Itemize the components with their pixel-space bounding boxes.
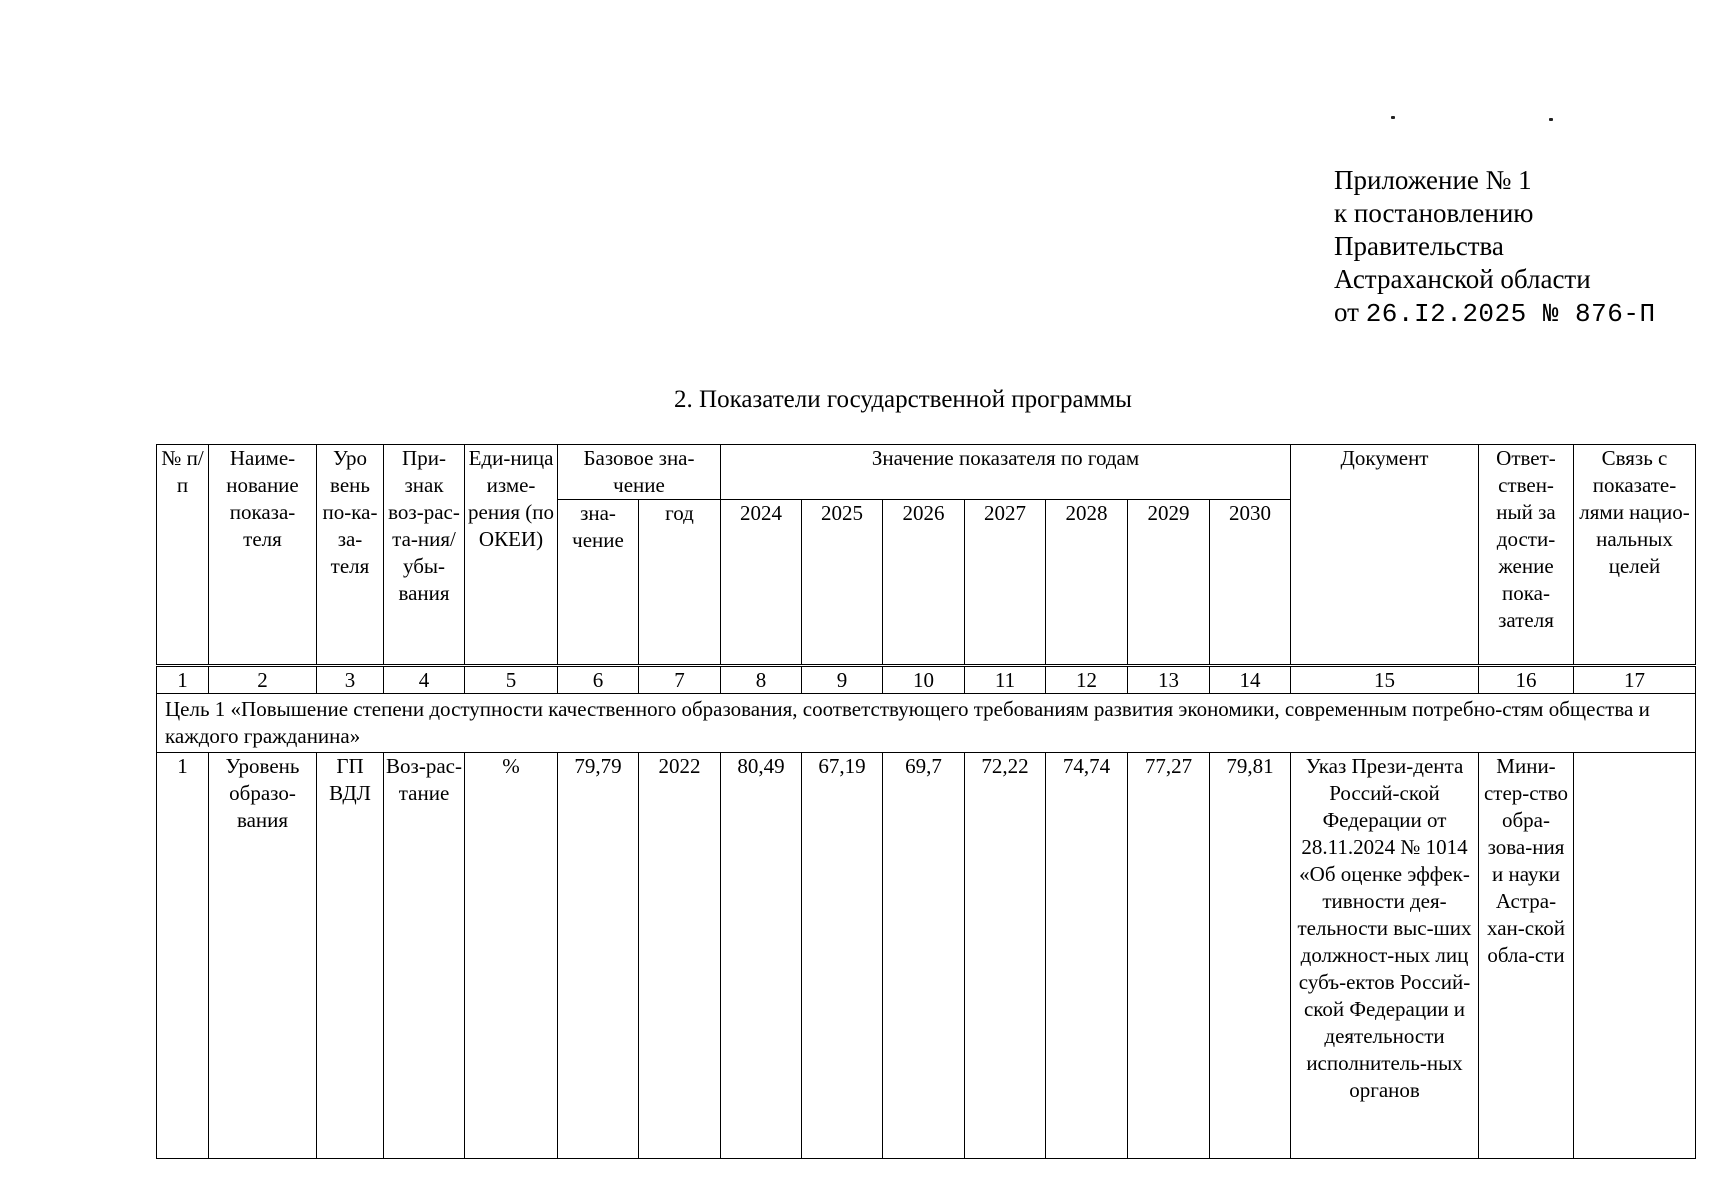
header-year: 2025: [802, 500, 883, 666]
column-number: 2: [209, 666, 317, 694]
header-year: 2029: [1128, 500, 1210, 666]
column-number: 16: [1479, 666, 1574, 694]
column-number: 15: [1291, 666, 1479, 694]
header-num: № п/п: [157, 445, 209, 666]
row-value: 69,7: [883, 753, 965, 1159]
appendix-line-1: Приложение № 1: [1334, 165, 1532, 195]
column-number: 6: [558, 666, 639, 694]
column-number: 7: [639, 666, 721, 694]
column-number: 17: [1574, 666, 1696, 694]
appendix-date-prefix: от: [1334, 297, 1366, 327]
row-unit: %: [465, 753, 558, 1159]
appendix-line-2: к постановлению: [1334, 198, 1534, 228]
column-number-row: [157, 666, 1696, 694]
header-link: Связь с показате-лями нацио-нальных целей: [1574, 445, 1696, 666]
column-number: 5: [465, 666, 558, 694]
header-year: 2024: [721, 500, 802, 666]
header-years-group: Значение показателя по годам: [721, 445, 1291, 500]
table-row: [157, 753, 1696, 1159]
header-unit: Еди-ница изме-рения (по ОКЕИ): [465, 445, 558, 666]
row-document: Указ Прези-дента Россий-ской Федерации от 28.11.2024 № 1014 «Об оценке эффек-тивности дея-тельности выс-ших должност-ных лиц субъ-ектов Россий-ской Федерации и деятельности исполнитель-ных органов: [1291, 753, 1479, 1159]
header-base-year: год: [639, 500, 721, 666]
indicators-table: [156, 444, 1696, 1159]
row-level: ГП ВДЛ: [317, 753, 384, 1159]
header-sign: При-знак воз-рас-та-ния/ убы-вания: [384, 445, 465, 666]
row-base-value: 79,79: [558, 753, 639, 1159]
column-number: 3: [317, 666, 384, 694]
row-value: 67,19: [802, 753, 883, 1159]
header-responsible: Ответ-ствен-ный за дости-жение пока-зателя: [1479, 445, 1574, 666]
column-number: 4: [384, 666, 465, 694]
row-num: 1: [157, 753, 209, 1159]
header-year: 2027: [965, 500, 1046, 666]
header-base: Базовое зна-чение: [558, 445, 721, 500]
row-sign: Воз-рас-тание: [384, 753, 465, 1159]
header-level: Уро вень по-ка-за-теля: [317, 445, 384, 666]
column-number: 11: [965, 666, 1046, 694]
header-base-value: зна-чение: [558, 500, 639, 666]
header-year: 2030: [1210, 500, 1291, 666]
row-link: [1574, 753, 1696, 1159]
appendix-line-4: Астраханской области: [1334, 264, 1591, 294]
header-row-1: [157, 445, 1696, 500]
appendix-line-5: [1334, 296, 1656, 331]
column-number: 9: [802, 666, 883, 694]
section-title: 2. Показатели государственной программы: [674, 386, 1132, 413]
column-number: 1: [157, 666, 209, 694]
goal-text: Цель 1 «Повышение степени доступности качественного образования, соответствующего требованиям развития экономики, современным потребно-стям общества и каждого гражданина»: [157, 694, 1696, 753]
column-number: 12: [1046, 666, 1128, 694]
row-base-year: 2022: [639, 753, 721, 1159]
row-value: 77,27: [1128, 753, 1210, 1159]
row-value: 79,81: [1210, 753, 1291, 1159]
goal-row: [157, 694, 1696, 753]
header-document: Документ: [1291, 445, 1479, 666]
scan-mark: [1391, 116, 1395, 119]
appendix-line-3: Правительства: [1334, 231, 1504, 261]
row-value: 80,49: [721, 753, 802, 1159]
header-year: 2026: [883, 500, 965, 666]
appendix-block: [1334, 164, 1656, 331]
column-number: 10: [883, 666, 965, 694]
column-number: 8: [721, 666, 802, 694]
column-number: 13: [1128, 666, 1210, 694]
header-year: 2028: [1046, 500, 1128, 666]
row-indicator-name: Уровень образо-вания: [209, 753, 317, 1159]
appendix-date-number: 26.I2.2025 № 876-П: [1365, 299, 1656, 329]
scan-mark: [1549, 118, 1553, 121]
row-value: 72,22: [965, 753, 1046, 1159]
header-name: Наиме-нование показа-теля: [209, 445, 317, 666]
row-value: 74,74: [1046, 753, 1128, 1159]
column-number: 14: [1210, 666, 1291, 694]
row-responsible: Мини-стер-ство обра-зова-ния и науки Астра-хан-ской обла-сти: [1479, 753, 1574, 1159]
